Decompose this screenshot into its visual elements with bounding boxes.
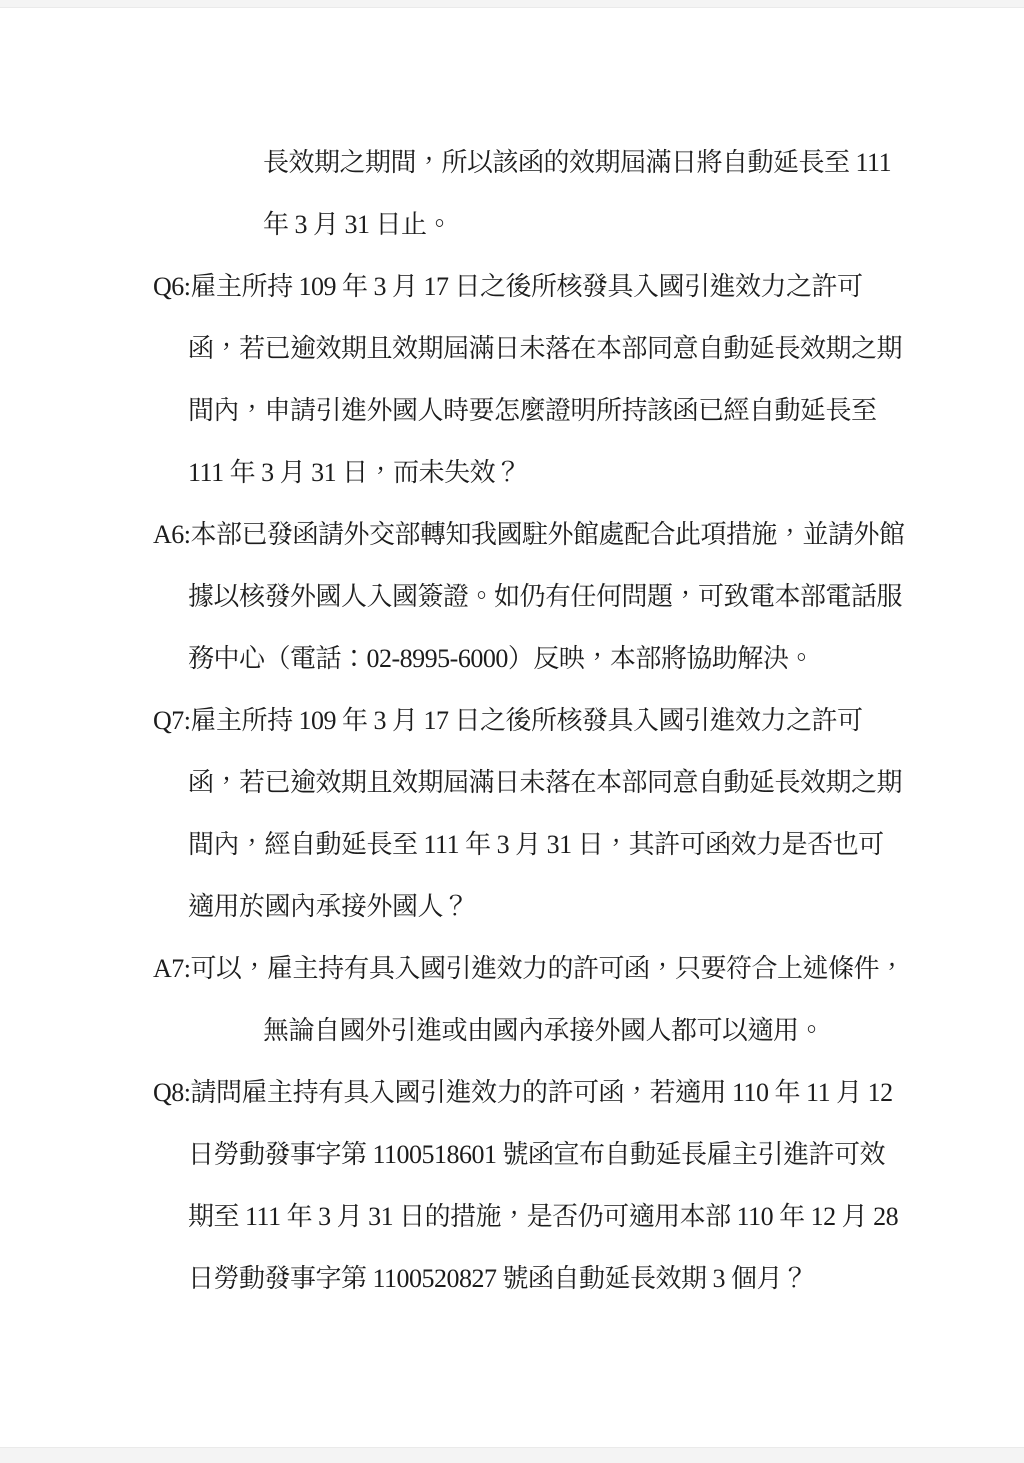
text-line: 期至 111 年 3 月 31 日的措施，是否仍可適用本部 110 年 12 月 28: [188, 1202, 899, 1231]
text-line: 函，若已逾效期且效期屆滿日未落在本部同意自動延長效期之期: [188, 768, 903, 797]
text-line: Q7:雇主所持 109 年 3 月 17 日之後所核發具入國引進效力之許可: [153, 706, 863, 735]
text-line: 間內，經自動延長至 111 年 3 月 31 日，其許可函效力是否也可: [188, 830, 884, 859]
text-line: 務中心（電話：02-8995-6000）反映，本部將協助解決。: [188, 644, 814, 673]
text-line: 據以核發外國人入國簽證。如仍有任何問題，可致電本部電話服: [188, 582, 903, 611]
text-line: A6:本部已發函請外交部轉知我國駐外館處配合此項措施，並請外館: [153, 520, 905, 549]
text-line: 適用於國內承接外國人？: [188, 892, 469, 921]
text-line: 日勞動發事字第 1100518601 號函宣布自動延長雇主引進許可效: [188, 1140, 886, 1169]
text-line: 日勞動發事字第 1100520827 號函自動延長效期 3 個月？: [188, 1264, 808, 1293]
text-line: 無論自國外引進或由國內承接外國人都可以適用。: [263, 1016, 825, 1045]
text-line: 間內，申請引進外國人時要怎麼證明所持該函已經自動延長至: [188, 396, 877, 425]
text-line: 年 3 月 31 日止。: [263, 210, 453, 239]
text-line: 長效期之期間，所以該函的效期屆滿日將自動延長至 111: [263, 148, 892, 177]
page-bottom-edge: [0, 1447, 1024, 1463]
text-line: 111 年 3 月 31 日，而未失效？: [188, 458, 521, 487]
text-line: Q6:雇主所持 109 年 3 月 17 日之後所核發具入國引進效力之許可: [153, 272, 863, 301]
text-line: Q8:請問雇主持有具入國引進效力的許可函，若適用 110 年 11 月 12: [153, 1078, 893, 1107]
text-line: 函，若已逾效期且效期屆滿日未落在本部同意自動延長效期之期: [188, 334, 903, 363]
text-line: A7:可以，雇主持有具入國引進效力的許可函，只要符合上述條件，: [153, 954, 905, 983]
